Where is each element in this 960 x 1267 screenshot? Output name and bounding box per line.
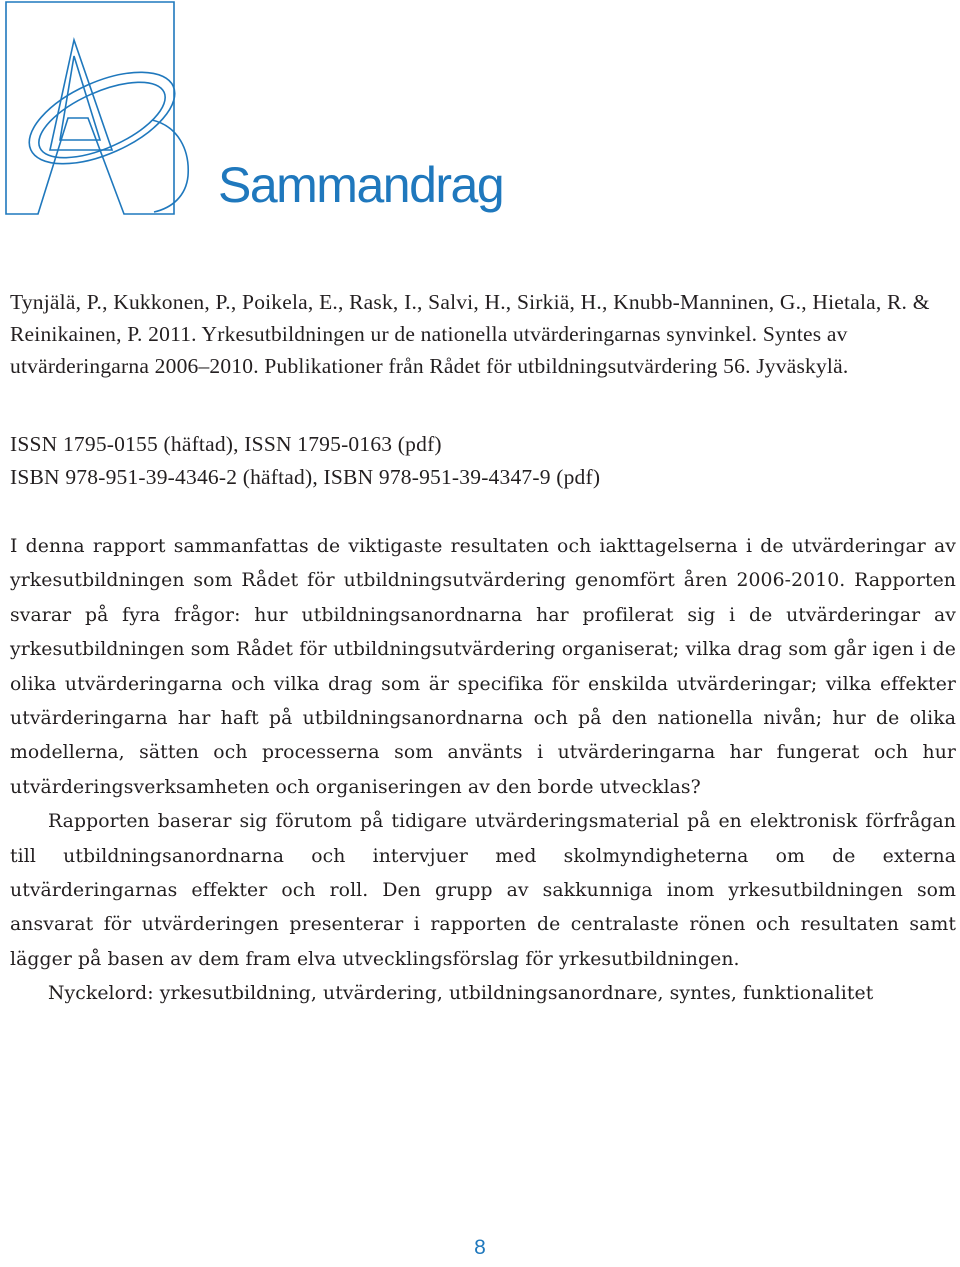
abstract-body [10,530,956,1012]
issn-line: ISSN 1795-0155 (häftad), ISSN 1795-0163 (pdf) [10,432,442,456]
identifiers [10,428,955,494]
av-monogram-logo-icon [2,0,202,216]
isbn-line: ISBN 978-951-39-4346-2 (häftad), ISBN 978-951-39-4347-9 (pdf) [10,465,601,489]
abstract-paragraph-1: I denna rapport sammanfattas de viktigaste resultaten och iakttagelserna i de utvärderingar av yrkesutbildningen som Rådet för utbildningsutvärdering genomfört åren 2006-2010. Rapporten svarar på fyra frågor: hur utbildningsanordnarna har profilerat sig i de utvärderingar av yrkesutbildningen som Rådet för utbildningsutvärdering organiserat; vilka drag som går igen i de olika utvärderingarna och vilka drag som är specifika för enskilda utvärderingar; vilka effekter utvärderingarna har haft på utbildningsanordnarna och på den nationella nivån; hur de olika modellerna, sätten och processerna som använts i utvärderingarna har fungerat och hur utvärderingsverksamheten och organiseringen av den borde utvecklas? [10,536,956,798]
page-number: 8 [474,1236,486,1259]
abstract-paragraph-2: Rapporten baserar sig förutom på tidigare utvärderingsmaterial på en elektronisk förfrågan till utbildningsanordnarna och intervjuer med skolmyndigheterna om de externa utvärderingarnas effekter och roll. Den grupp av sakkunniga inom yrkesutbildningen som ansvarat för utvärderingen presenterar i rapporten de centralaste rönen och resultaten samt lägger på basen av dem fram elva utvecklingsförslag för yrkesutbildningen. [10,811,956,970]
bibliographic-citation: Tynjälä, P., Kukkonen, P., Poikela, E., Rask, I., Salvi, H., Sirkiä, H., Knubb-Manninen, G., Hietala, R. & Reinikainen, P. 2011. Yrkesutbildningen ur de nationella utvärderingarnas synvinkel. Syntes av utvärderingarna 2006–2010. Publikationer från Rådet för utbildningsutvärdering 56. Jyväskylä. [10,290,930,378]
keywords-paragraph: Nyckelord: yrkesutbildning, utvärdering, utbildningsanordnare, syntes, funktionalitet [48,983,874,1005]
page-title: Sammandrag [218,157,504,213]
